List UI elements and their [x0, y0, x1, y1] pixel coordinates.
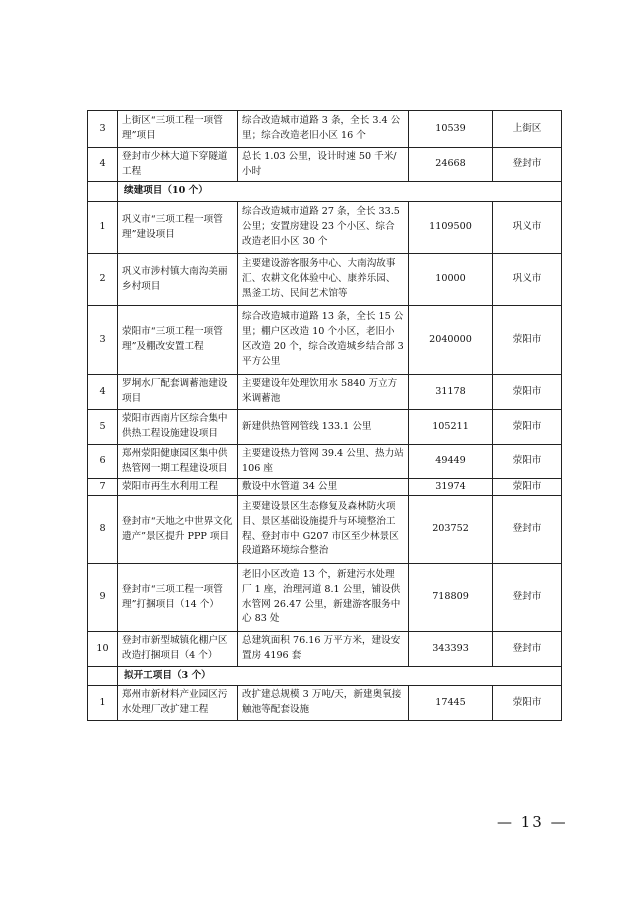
project-number-cell: 2: [88, 254, 118, 306]
table-row: [88, 375, 562, 410]
project-content-cell: 改扩建总规模 3 万吨/天，新建奥氧接触池等配套设施: [238, 686, 409, 721]
location-cell: 荥阳市: [493, 445, 562, 479]
table-row: [88, 306, 562, 375]
investment-cell: 31974: [409, 479, 493, 496]
project-name-cell: 登封市新型城镇化棚户区改造打捆项目（4 个）: [118, 632, 238, 667]
project-number-cell: 1: [88, 686, 118, 721]
project-content-cell: 总建筑面积 76.16 万平方米，建设安置房 4196 套: [238, 632, 409, 667]
location-cell: 荥阳市: [493, 410, 562, 445]
project-number-cell: 6: [88, 445, 118, 479]
page-number: — 13 —: [497, 813, 568, 831]
investment-cell: 718809: [409, 564, 493, 632]
investment-cell: 49449: [409, 445, 493, 479]
investment-cell: 10000: [409, 254, 493, 306]
project-content-cell: 老旧小区改造 13 个，新建污水处理厂 1 座，治理河道 8.1 公里，铺设供水管网 26.47 公里，新建游客服务中心 83 处: [238, 564, 409, 632]
project-number-cell: 4: [88, 148, 118, 182]
location-cell: 登封市: [493, 632, 562, 667]
investment-cell: 17445: [409, 686, 493, 721]
investment-cell: 10539: [409, 111, 493, 148]
investment-cell: 1109500: [409, 202, 493, 254]
investment-cell: 203752: [409, 496, 493, 564]
section-number-cell: [88, 667, 118, 686]
project-number-cell: 5: [88, 410, 118, 445]
section-number-cell: [88, 182, 118, 202]
project-number-cell: 9: [88, 564, 118, 632]
project-number-cell: 3: [88, 306, 118, 375]
location-cell: 巩义市: [493, 202, 562, 254]
project-name-cell: 荥阳市西南片区综合集中供热工程设施建设项目: [118, 410, 238, 445]
project-name-cell: 巩义市“三项工程一项管理”建设项目: [118, 202, 238, 254]
location-cell: 登封市: [493, 496, 562, 564]
table-row: [88, 148, 562, 182]
location-cell: 荥阳市: [493, 686, 562, 721]
project-content-cell: 总长 1.03 公里，设计时速 50 千米/小时: [238, 148, 409, 182]
project-table: [87, 110, 562, 721]
project-name-cell: 上街区“三项工程一项管理”项目: [118, 111, 238, 148]
project-content-cell: 新建供热管网管线 133.1 公里: [238, 410, 409, 445]
project-number-cell: 1: [88, 202, 118, 254]
table-row: [88, 686, 562, 721]
project-content-cell: 主要建设景区生态修复及森林防火项目、景区基础设施提升与环境整治工程、登封市中 G207 市区至少林景区段道路环境综合整治: [238, 496, 409, 564]
investment-cell: 2040000: [409, 306, 493, 375]
project-content-cell: 主要建设年处理饮用水 5840 万立方米调蓄池: [238, 375, 409, 410]
location-cell: 巩义市: [493, 254, 562, 306]
project-name-cell: 郑州市新材料产业园区污水处理厂改扩建工程: [118, 686, 238, 721]
project-content-cell: 综合改造城市道路 13 条，全长 15 公里；棚户区改造 10 个小区，老旧小区改造 20 个，综合改造城乡结合部 3 平方公里: [238, 306, 409, 375]
project-name-cell: 登封市“天地之中世界文化遗产”景区提升 PPP 项目: [118, 496, 238, 564]
section-title: 拟开工项目（3 个）: [118, 667, 562, 686]
project-name-cell: 罗垌水厂配套调蓄池建设项目: [118, 375, 238, 410]
investment-cell: 343393: [409, 632, 493, 667]
project-number-cell: 3: [88, 111, 118, 148]
section-row: [88, 667, 562, 686]
section-row: [88, 182, 562, 202]
project-content-cell: 敷设中水管道 34 公里: [238, 479, 409, 496]
investment-cell: 31178: [409, 375, 493, 410]
table-row: [88, 496, 562, 564]
table-row: [88, 111, 562, 148]
investment-cell: 105211: [409, 410, 493, 445]
location-cell: 上街区: [493, 111, 562, 148]
project-name-cell: 荥阳市“三项工程一项管理”及棚改安置工程: [118, 306, 238, 375]
table-row: [88, 632, 562, 667]
project-content-cell: 综合改造城市道路 27 条，全长 33.5 公里；安置房建设 23 个小区、综合改造老旧小区 30 个: [238, 202, 409, 254]
project-number-cell: 7: [88, 479, 118, 496]
project-name-cell: 登封市少林大道下穿隧道工程: [118, 148, 238, 182]
project-name-cell: 荥阳市再生水利用工程: [118, 479, 238, 496]
table-row: [88, 564, 562, 632]
table-row: [88, 445, 562, 479]
location-cell: 登封市: [493, 148, 562, 182]
location-cell: 荥阳市: [493, 479, 562, 496]
location-cell: 登封市: [493, 564, 562, 632]
project-name-cell: 巩义市涉村镇大南沟美丽乡村项目: [118, 254, 238, 306]
project-content-cell: 综合改造城市道路 3 条，全长 3.4 公里；综合改造老旧小区 16 个: [238, 111, 409, 148]
table-row: [88, 410, 562, 445]
table-row: [88, 202, 562, 254]
investment-cell: 24668: [409, 148, 493, 182]
table-row: [88, 254, 562, 306]
project-content-cell: 主要建设游客服务中心、大南沟故事汇、农耕文化体验中心、康养乐园、黑釜工坊、民间艺术馆等: [238, 254, 409, 306]
project-name-cell: 登封市“三项工程一项管理”打捆项目（14 个）: [118, 564, 238, 632]
project-content-cell: 主要建设热力管网 39.4 公里、热力站 106 座: [238, 445, 409, 479]
project-number-cell: 10: [88, 632, 118, 667]
location-cell: 荥阳市: [493, 306, 562, 375]
project-name-cell: 郑州荥阳健康园区集中供热管网一期工程建设项目: [118, 445, 238, 479]
project-number-cell: 4: [88, 375, 118, 410]
table-row: [88, 479, 562, 496]
section-title: 续建项目（10 个）: [118, 182, 562, 202]
project-table-body: [88, 111, 562, 721]
location-cell: 荥阳市: [493, 375, 562, 410]
project-number-cell: 8: [88, 496, 118, 564]
